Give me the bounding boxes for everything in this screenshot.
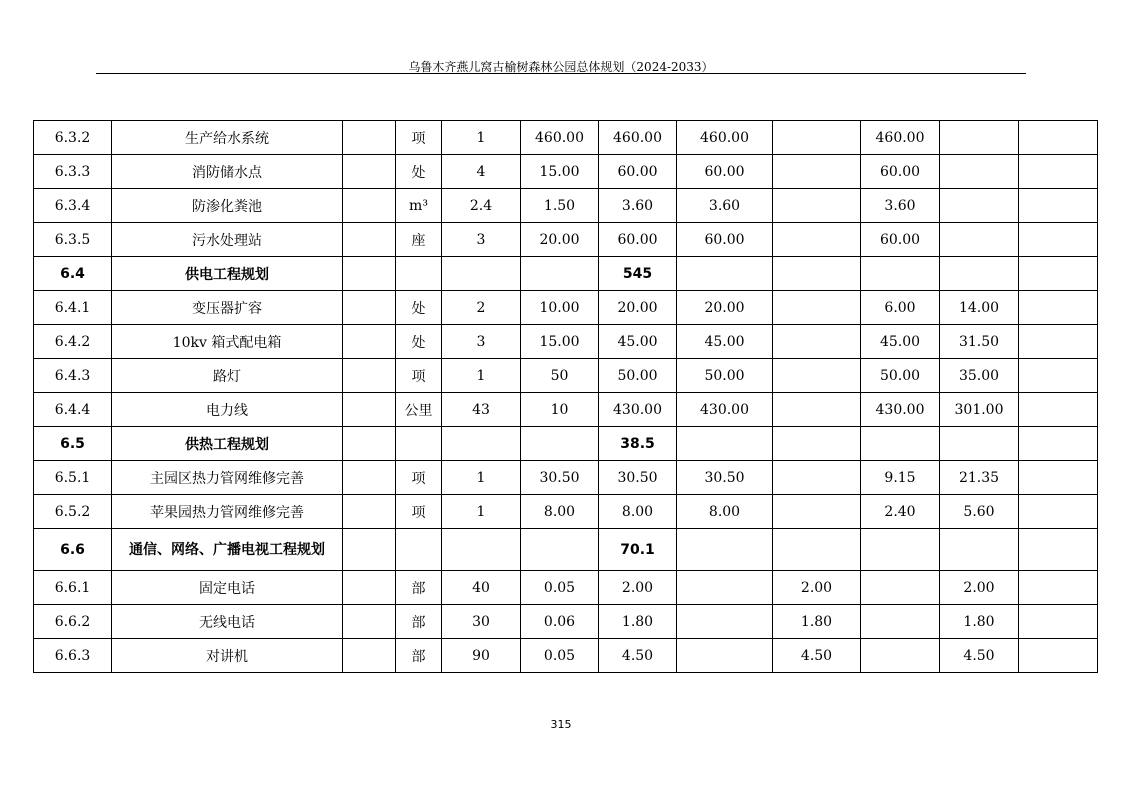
table-row bbox=[34, 639, 1098, 673]
document-header: 乌鲁木齐燕儿窝古榆树森林公园总体规划（2024-2033） bbox=[408, 60, 714, 74]
table-cell: 20.00 bbox=[677, 291, 773, 325]
table-cell bbox=[940, 189, 1019, 223]
table-cell: 60.00 bbox=[861, 155, 940, 189]
table-cell bbox=[677, 427, 773, 461]
table-cell: 14.00 bbox=[940, 291, 1019, 325]
row-name-cell: 供电工程规划 bbox=[112, 257, 343, 291]
table-cell bbox=[343, 461, 396, 495]
row-name-cell: 供热工程规划 bbox=[112, 427, 343, 461]
table-row bbox=[34, 189, 1098, 223]
table-row bbox=[34, 495, 1098, 529]
row-name-cell: 消防储水点 bbox=[112, 155, 343, 189]
table-cell: 31.50 bbox=[940, 325, 1019, 359]
table-cell: 4 bbox=[442, 155, 521, 189]
table-cell bbox=[442, 257, 521, 291]
table-cell bbox=[940, 223, 1019, 257]
table-cell: 50 bbox=[521, 359, 599, 393]
table-cell bbox=[1019, 461, 1098, 495]
row-code-cell: 6.3.5 bbox=[34, 223, 112, 257]
table-cell bbox=[343, 529, 396, 571]
row-name-cell: 生产给水系统 bbox=[112, 121, 343, 155]
table-cell: 460.00 bbox=[599, 121, 677, 155]
table-cell: 30.50 bbox=[677, 461, 773, 495]
table-cell bbox=[773, 495, 861, 529]
table-cell bbox=[1019, 359, 1098, 393]
table-cell: 2 bbox=[442, 291, 521, 325]
table-cell bbox=[940, 155, 1019, 189]
table-cell bbox=[343, 121, 396, 155]
table-cell: 3.60 bbox=[861, 189, 940, 223]
table-row bbox=[34, 605, 1098, 639]
table-cell bbox=[1019, 605, 1098, 639]
row-code-cell: 6.5.1 bbox=[34, 461, 112, 495]
table-cell: 30.50 bbox=[521, 461, 599, 495]
row-name-cell: 主园区热力管网维修完善 bbox=[112, 461, 343, 495]
table-row bbox=[34, 359, 1098, 393]
table-cell bbox=[773, 291, 861, 325]
table-cell: 38.5 bbox=[599, 427, 677, 461]
table-cell: 430.00 bbox=[677, 393, 773, 427]
table-cell bbox=[1019, 571, 1098, 605]
table-cell bbox=[442, 427, 521, 461]
row-code-cell: 6.4.3 bbox=[34, 359, 112, 393]
table-cell: 处 bbox=[396, 325, 442, 359]
table-cell: 45.00 bbox=[599, 325, 677, 359]
table-row bbox=[34, 325, 1098, 359]
table-cell: 4.50 bbox=[599, 639, 677, 673]
table-cell: 430.00 bbox=[861, 393, 940, 427]
table-cell: 30.50 bbox=[599, 461, 677, 495]
table-cell bbox=[521, 529, 599, 571]
table-cell: 0.06 bbox=[521, 605, 599, 639]
table-cell bbox=[343, 223, 396, 257]
table-cell bbox=[677, 257, 773, 291]
table-cell: 0.05 bbox=[521, 639, 599, 673]
table-cell bbox=[1019, 325, 1098, 359]
table-cell: 8.00 bbox=[521, 495, 599, 529]
table-cell bbox=[773, 359, 861, 393]
table-cell bbox=[343, 189, 396, 223]
row-code-cell: 6.5 bbox=[34, 427, 112, 461]
table-cell: 处 bbox=[396, 155, 442, 189]
table-cell bbox=[521, 257, 599, 291]
table-cell: 460.00 bbox=[861, 121, 940, 155]
table-cell bbox=[343, 605, 396, 639]
table-cell: 21.35 bbox=[940, 461, 1019, 495]
table-cell: 2.40 bbox=[861, 495, 940, 529]
table-cell bbox=[773, 325, 861, 359]
row-name-cell: 变压器扩容 bbox=[112, 291, 343, 325]
row-name-cell: 污水处理站 bbox=[112, 223, 343, 257]
table-cell bbox=[521, 427, 599, 461]
table-cell: 9.15 bbox=[861, 461, 940, 495]
table-cell: 1.50 bbox=[521, 189, 599, 223]
table-cell: 8.00 bbox=[677, 495, 773, 529]
table-row bbox=[34, 155, 1098, 189]
header-rule bbox=[96, 73, 1026, 74]
table-cell: 2.00 bbox=[773, 571, 861, 605]
row-code-cell: 6.6.2 bbox=[34, 605, 112, 639]
table-cell bbox=[343, 427, 396, 461]
table-cell: 项 bbox=[396, 461, 442, 495]
table-cell bbox=[343, 639, 396, 673]
table-cell: 6.00 bbox=[861, 291, 940, 325]
table-cell: 项 bbox=[396, 121, 442, 155]
table-cell bbox=[773, 461, 861, 495]
table-cell: 公里 bbox=[396, 393, 442, 427]
row-code-cell: 6.4.4 bbox=[34, 393, 112, 427]
table-cell: 4.50 bbox=[773, 639, 861, 673]
table-cell bbox=[1019, 495, 1098, 529]
row-code-cell: 6.6.1 bbox=[34, 571, 112, 605]
row-name-cell: 固定电话 bbox=[112, 571, 343, 605]
table-cell: 460.00 bbox=[521, 121, 599, 155]
table-cell: 50.00 bbox=[861, 359, 940, 393]
table-cell bbox=[861, 571, 940, 605]
table-cell: 20.00 bbox=[521, 223, 599, 257]
table-cell bbox=[1019, 223, 1098, 257]
table-cell bbox=[343, 155, 396, 189]
table-cell: 部 bbox=[396, 605, 442, 639]
table-cell: 301.00 bbox=[940, 393, 1019, 427]
table-cell bbox=[1019, 529, 1098, 571]
row-name-cell: 通信、网络、广播电视工程规划 bbox=[112, 529, 343, 571]
table-cell: 20.00 bbox=[599, 291, 677, 325]
table-cell bbox=[861, 605, 940, 639]
table-cell: 项 bbox=[396, 359, 442, 393]
table-cell: 90 bbox=[442, 639, 521, 673]
table-cell: 4.50 bbox=[940, 639, 1019, 673]
row-code-cell: 6.3.2 bbox=[34, 121, 112, 155]
investment-table bbox=[33, 120, 1098, 673]
row-name-cell: 无线电话 bbox=[112, 605, 343, 639]
table-cell bbox=[343, 325, 396, 359]
table-cell bbox=[343, 393, 396, 427]
table-cell: 1.80 bbox=[773, 605, 861, 639]
table-cell: 40 bbox=[442, 571, 521, 605]
table-row bbox=[34, 393, 1098, 427]
table-cell: 1 bbox=[442, 121, 521, 155]
table-cell bbox=[1019, 427, 1098, 461]
row-code-cell: 6.4.1 bbox=[34, 291, 112, 325]
table-cell: 2.4 bbox=[442, 189, 521, 223]
table-row bbox=[34, 291, 1098, 325]
row-name-cell: 10kv 箱式配电箱 bbox=[112, 325, 343, 359]
table-cell: 30 bbox=[442, 605, 521, 639]
table-cell: 60.00 bbox=[599, 155, 677, 189]
table-cell bbox=[343, 571, 396, 605]
table-row bbox=[34, 121, 1098, 155]
table-cell: 460.00 bbox=[677, 121, 773, 155]
table-cell bbox=[861, 639, 940, 673]
row-code-cell: 6.3.4 bbox=[34, 189, 112, 223]
table-cell: 1.80 bbox=[599, 605, 677, 639]
table-cell: 15.00 bbox=[521, 325, 599, 359]
table-cell: 1 bbox=[442, 495, 521, 529]
table-row bbox=[34, 257, 1098, 291]
table-cell bbox=[940, 121, 1019, 155]
table-cell bbox=[1019, 257, 1098, 291]
table-cell: 1 bbox=[442, 461, 521, 495]
row-code-cell: 6.5.2 bbox=[34, 495, 112, 529]
table-cell bbox=[940, 257, 1019, 291]
table-cell: 45.00 bbox=[861, 325, 940, 359]
table-cell: 3 bbox=[442, 325, 521, 359]
table-cell bbox=[773, 189, 861, 223]
table-cell bbox=[343, 257, 396, 291]
table-cell: 3 bbox=[442, 223, 521, 257]
table-cell bbox=[1019, 189, 1098, 223]
table-cell bbox=[677, 529, 773, 571]
table-cell: 3.60 bbox=[599, 189, 677, 223]
table-cell: 10 bbox=[521, 393, 599, 427]
table-cell bbox=[1019, 639, 1098, 673]
table-cell bbox=[773, 121, 861, 155]
row-name-cell: 路灯 bbox=[112, 359, 343, 393]
table-cell: 10.00 bbox=[521, 291, 599, 325]
table-cell bbox=[396, 427, 442, 461]
table-cell: 50.00 bbox=[677, 359, 773, 393]
table-cell bbox=[1019, 155, 1098, 189]
table-row bbox=[34, 529, 1098, 571]
table-cell bbox=[940, 427, 1019, 461]
table-cell: 43 bbox=[442, 393, 521, 427]
table-cell: 项 bbox=[396, 495, 442, 529]
table-cell bbox=[343, 359, 396, 393]
table-cell bbox=[396, 257, 442, 291]
table-cell: 60.00 bbox=[677, 155, 773, 189]
table-row bbox=[34, 223, 1098, 257]
table-cell bbox=[1019, 121, 1098, 155]
table-cell: 60.00 bbox=[677, 223, 773, 257]
page-number: 315 bbox=[550, 718, 572, 731]
row-name-cell: 苹果园热力管网维修完善 bbox=[112, 495, 343, 529]
table-cell bbox=[773, 257, 861, 291]
row-code-cell: 6.4.2 bbox=[34, 325, 112, 359]
table-cell bbox=[343, 495, 396, 529]
table-cell bbox=[343, 291, 396, 325]
table-cell bbox=[861, 529, 940, 571]
table-cell bbox=[677, 605, 773, 639]
table-row bbox=[34, 461, 1098, 495]
row-name-cell: 对讲机 bbox=[112, 639, 343, 673]
table-cell bbox=[396, 529, 442, 571]
row-code-cell: 6.6 bbox=[34, 529, 112, 571]
table-cell: 2.00 bbox=[940, 571, 1019, 605]
table-cell bbox=[773, 427, 861, 461]
table-cell: 50.00 bbox=[599, 359, 677, 393]
row-code-cell: 6.4 bbox=[34, 257, 112, 291]
table-row bbox=[34, 427, 1098, 461]
table-cell: 35.00 bbox=[940, 359, 1019, 393]
table-cell bbox=[1019, 291, 1098, 325]
row-name-cell: 电力线 bbox=[112, 393, 343, 427]
table-cell bbox=[773, 155, 861, 189]
table-cell: 8.00 bbox=[599, 495, 677, 529]
table-cell bbox=[773, 529, 861, 571]
table-cell bbox=[861, 257, 940, 291]
table-row bbox=[34, 571, 1098, 605]
table-cell bbox=[442, 529, 521, 571]
table-cell: 1.80 bbox=[940, 605, 1019, 639]
table-cell: 70.1 bbox=[599, 529, 677, 571]
table-cell bbox=[773, 223, 861, 257]
table-cell: m³ bbox=[396, 189, 442, 223]
table-cell: 部 bbox=[396, 639, 442, 673]
table-cell: 0.05 bbox=[521, 571, 599, 605]
row-code-cell: 6.3.3 bbox=[34, 155, 112, 189]
table-cell bbox=[940, 529, 1019, 571]
table-cell: 15.00 bbox=[521, 155, 599, 189]
table-cell: 部 bbox=[396, 571, 442, 605]
table-cell: 1 bbox=[442, 359, 521, 393]
table-cell bbox=[773, 393, 861, 427]
table-cell: 5.60 bbox=[940, 495, 1019, 529]
table-cell: 45.00 bbox=[677, 325, 773, 359]
row-name-cell: 防渗化粪池 bbox=[112, 189, 343, 223]
table-cell: 座 bbox=[396, 223, 442, 257]
table-cell: 430.00 bbox=[599, 393, 677, 427]
row-code-cell: 6.6.3 bbox=[34, 639, 112, 673]
table-cell: 3.60 bbox=[677, 189, 773, 223]
table-cell: 60.00 bbox=[861, 223, 940, 257]
table-cell bbox=[861, 427, 940, 461]
table-cell bbox=[677, 639, 773, 673]
table-cell: 处 bbox=[396, 291, 442, 325]
table-cell: 545 bbox=[599, 257, 677, 291]
table-cell: 60.00 bbox=[599, 223, 677, 257]
table-cell bbox=[677, 571, 773, 605]
table-cell: 2.00 bbox=[599, 571, 677, 605]
table-cell bbox=[1019, 393, 1098, 427]
